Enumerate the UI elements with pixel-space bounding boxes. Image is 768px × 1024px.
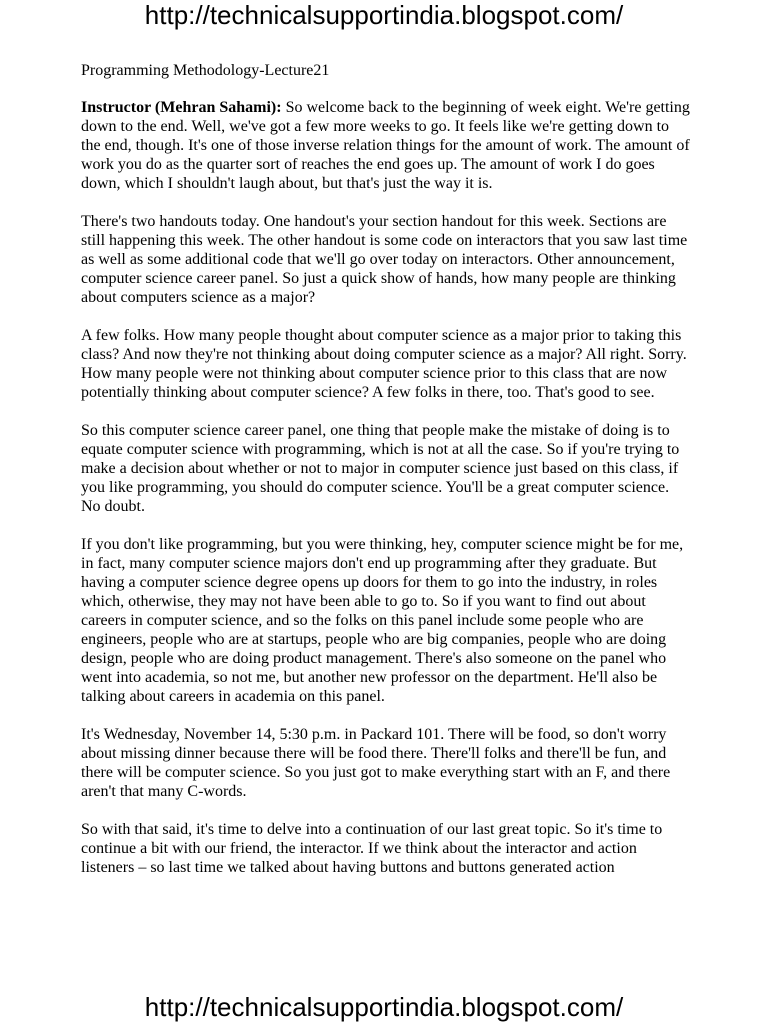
paragraph-5: If you don't like programming, but you were thinking, hey, computer science might be for me, in fact, many computer science majors don't end up programming after they graduate. But having a computer science degree opens up doors for them to go into the industry, in roles which, otherwise, they may not have been able to go to. So if you want to find out about careers in computer science, and so the folks on this panel include some people who are engineers, people who are at startups, people who are big companies, people who are doing design, people who are doing product management. There's also someone on the panel who went into academia, so not me, but another new professor on the department. He'll also be talking about careers in academia on this panel. [81, 536, 684, 705]
paragraph-7: So with that said, it's time to delve into a continuation of our last great topic. So it's time to continue a bit with our friend, the interactor. If we think about the interactor and action listeners – so last time we talked about having buttons and buttons generated action [81, 821, 663, 876]
paragraph-2: There's two handouts today. One handout's your section handout for this week. Sections are still happening this week. The other handout is some code on interactors that you saw last time as well as some additional code that we'll go over today on interactors. Other announcement, computer science career panel. So just a quick show of hands, how many people are thinking about computers science as a major? [81, 213, 688, 306]
watermark-bottom-url: http://technicalsupportindia.blogspot.com/ [144, 992, 624, 1022]
transcript-document [81, 61, 691, 896]
watermark-top-url: http://technicalsupportindia.blogspot.com/ [144, 0, 624, 30]
speaker-label: Instructor (Mehran Sahami): [81, 99, 282, 116]
lecture-title: Programming Methodology-Lecture21 [81, 62, 330, 79]
paragraph-1 [81, 98, 691, 193]
paragraph-1-text: So welcome back to the beginning of week eight. We're getting down to the end. Well, we've got a few more weeks to go. It feels like we're getting down to the end, though. It's one of those inverse relation things for the amount of work. The amount of work you do as the quarter sort of reaches the end goes up. The amount of work I do goes down, which I shouldn't laugh about, but that's just the way it is. [81, 99, 690, 192]
paragraph-4: So this computer science career panel, one thing that people make the mistake of doing is to equate computer science with programming, which is not at all the case. So if you're trying to make a decision about whether or not to major in computer science just based on this class, if you like programming, you should do computer science. You'll be a great computer science. No doubt. [81, 422, 680, 515]
paragraph-6: It's Wednesday, November 14, 5:30 p.m. in Packard 101. There will be food, so don't worry about missing dinner because there will be food there. There'll folks and there'll be fun, and there will be computer science. So you just got to make everything start with an F, and there aren't that many C-words. [81, 726, 671, 800]
paragraph-3: A few folks. How many people thought about computer science as a major prior to taking this class? And now they're not thinking about doing computer science as a major? All right. Sorry. How many people were not thinking about computer science prior to this class that are now potentially thinking about computer science? A few folks in there, too. That's good to see. [81, 327, 687, 401]
